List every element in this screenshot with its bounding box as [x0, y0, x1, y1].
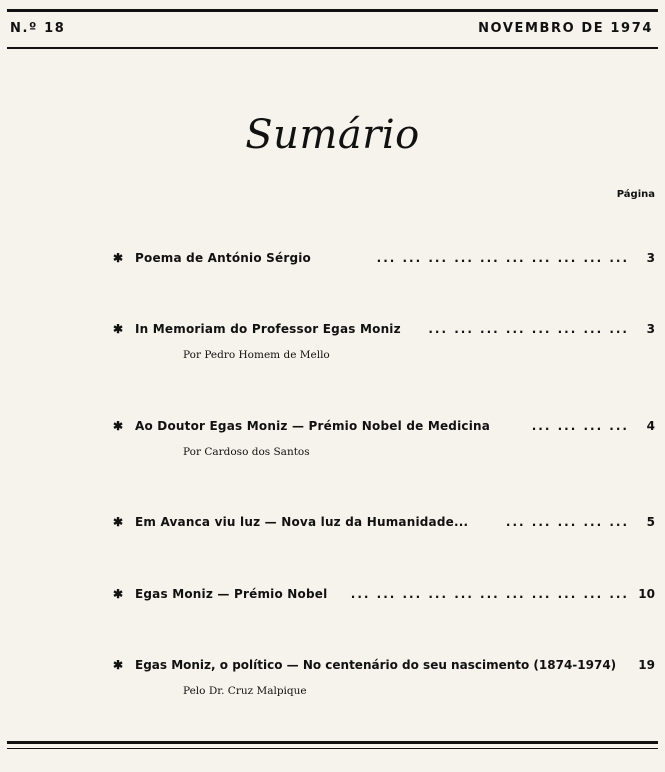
toc-entry-author: Por Cardoso dos Santos	[183, 446, 310, 458]
toc-entry-page: 19	[638, 658, 655, 672]
asterisk-bullet-icon: ✱	[113, 587, 124, 601]
toc-entry-page: 10	[638, 587, 655, 601]
toc-entry-author: Pelo Dr. Cruz Malpique	[183, 685, 307, 697]
top-rule	[7, 9, 658, 12]
asterisk-bullet-icon: ✱	[113, 322, 124, 336]
asterisk-bullet-icon: ✱	[113, 515, 124, 529]
toc-entry-page: 5	[646, 515, 655, 529]
dot-leader: ... ... ... ... ... ... ... ... ... ...	[376, 251, 629, 265]
toc-entry	[113, 587, 655, 605]
dot-leader: ... ... ... ... ... ... ... ...	[428, 322, 629, 336]
toc-entry-page: 3	[646, 322, 655, 336]
toc-entry	[113, 419, 655, 458]
dot-leader: ... ... ... ... ...	[505, 515, 629, 529]
dot-leader: ... ... ... ... ... ... ... ... ... ... ...	[350, 587, 629, 601]
page-title: Sumário	[245, 112, 420, 158]
asterisk-bullet-icon: ✱	[113, 419, 124, 433]
toc-entry-title: Egas Moniz, o político — No centenário do seu nascimento (1874-1974)	[135, 658, 617, 672]
toc-entry-author: Por Pedro Homem de Mello	[183, 349, 330, 361]
header-rule	[7, 47, 658, 49]
issue-date: NOVEMBRO DE 1974	[478, 21, 653, 36]
asterisk-bullet-icon: ✱	[113, 251, 124, 265]
toc-entry	[113, 658, 655, 697]
toc-entry	[113, 251, 655, 269]
dot-leader: ... ... ... ...	[531, 419, 629, 433]
asterisk-bullet-icon: ✱	[113, 658, 124, 672]
footer-rule-upper	[7, 741, 658, 744]
footer-rule-lower	[7, 748, 658, 749]
toc-entry	[113, 322, 655, 361]
toc-entry-title: Ao Doutor Egas Moniz — Prémio Nobel de Medicina	[135, 419, 491, 433]
page-column-label: Página	[616, 189, 655, 200]
toc-entry-page: 4	[646, 419, 655, 433]
toc-entry-title: Em Avanca viu luz — Nova luz da Humanidade...	[135, 515, 469, 529]
toc-entry-title: In Memoriam do Professor Egas Moniz	[135, 322, 401, 336]
issue-number: N.º 18	[10, 21, 66, 36]
toc-entry	[113, 515, 655, 533]
toc-entry-title: Poema de António Sérgio	[135, 251, 311, 265]
toc-entry-page: 3	[646, 251, 655, 265]
toc-entry-title: Egas Moniz — Prémio Nobel	[135, 587, 328, 601]
